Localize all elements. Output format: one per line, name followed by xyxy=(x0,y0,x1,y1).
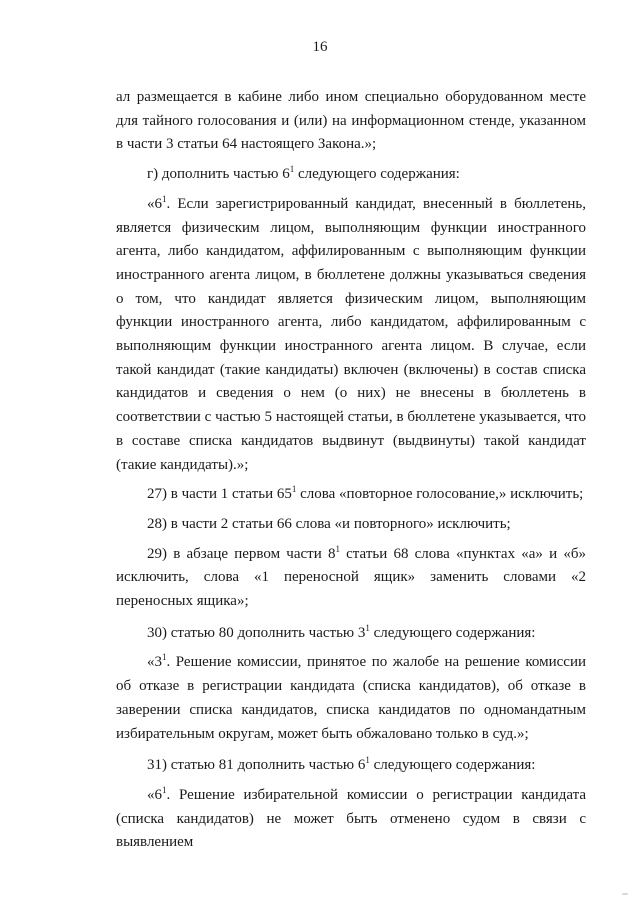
paragraph-part-6-1-text xyxy=(116,193,586,477)
paragraph-item-30 xyxy=(116,622,586,646)
scan-speck xyxy=(622,893,628,895)
superscript: 1 xyxy=(365,622,370,633)
superscript: 1 xyxy=(162,193,167,204)
paragraph-item-27 xyxy=(116,483,586,507)
paragraph-text: слова «повторное голосование,» исключить; xyxy=(296,486,584,503)
superscript: 1 xyxy=(365,755,370,766)
paragraph-amendment-g xyxy=(116,163,586,187)
superscript: 1 xyxy=(335,543,340,554)
paragraph-text: 27) в части 1 статьи 65 xyxy=(147,486,292,503)
paragraph-part-3-1-text xyxy=(116,651,586,746)
paragraph-text: . Если зарегистрированный кандидат, внесенный в бюллетень, является физическим лицом, выполняющим функции иностранного агента, либо кандидатом, аффилированным с выполняющим функции иностранного агента лицом, в бюллетене должны указываться сведения о том, что кандидат является физическим лицом, выполняющим функции иностранного агента, либо кандидатом, аффилированным с выполняющим функции иностранного агента лицом. В случае, если такой кандидат (такие кандидаты) включен (включены) в состав списка кандидатов и сведения о нем (о них) не внесены в бюллетень в соответствии с частью 5 настоящей статьи, в бюллетене указывается, что в составе списка кандидатов выдвинут (выдвинуты) такой кандидат (такие кандидаты).»; xyxy=(116,195,586,473)
paragraph-text: г) дополнить частью 6 xyxy=(147,166,290,183)
paragraph-text: следующего содержания: xyxy=(294,166,460,183)
paragraph-text: . Решение комиссии, принятое по жалобе на решение комиссии об отказе в регистрации кандидата (списка кандидатов), об отказе в заверении списка кандидатов, списка кандидатов по одномандатным избирательным округам, может быть обжаловано только в суд.»; xyxy=(116,654,586,742)
paragraph-item-31 xyxy=(116,754,586,778)
page-number: 16 xyxy=(312,39,328,55)
paragraph-text: 31) статью 81 дополнить частью 6 xyxy=(147,757,366,774)
paragraph-text: следующего содержания: xyxy=(369,624,536,641)
paragraph-text: «3 xyxy=(147,654,162,671)
document-body xyxy=(116,86,586,855)
paragraph-continuation: ал размещается в кабине либо ином специально оборудованном месте для тайного голосования и (или) на информационном стенде, указанном в части 3 статьи 64 настоящего Закона.»; xyxy=(116,89,586,153)
paragraph-text: 30) статью 80 дополнить частью 3 xyxy=(147,624,366,641)
paragraph-part-6-1-court xyxy=(116,784,586,855)
paragraph-text: «6 xyxy=(147,195,162,212)
paragraph-text: статьи 68 слова «пунктах «а» и «б» исключить, слова «1 переносной ящик» заменить словами «2 переносных ящика»; xyxy=(116,545,586,610)
superscript: 1 xyxy=(162,652,167,663)
paragraph-text: следующего содержания: xyxy=(369,757,536,774)
paragraph-item-28: 28) в части 2 статьи 66 слова «и повторного» исключить; xyxy=(147,515,511,532)
paragraph-item-29 xyxy=(116,543,586,614)
paragraph-text: . Решение избирательной комиссии о регистрации кандидата (списка кандидатов) не может быть отменено судом в связи с выявлением xyxy=(116,786,586,851)
superscript: 1 xyxy=(291,484,297,495)
paragraph-text: «6 xyxy=(147,786,162,803)
superscript: 1 xyxy=(162,784,167,795)
paragraph-text: 29) в абзаце первом части 8 xyxy=(147,545,336,562)
superscript: 1 xyxy=(289,164,295,175)
